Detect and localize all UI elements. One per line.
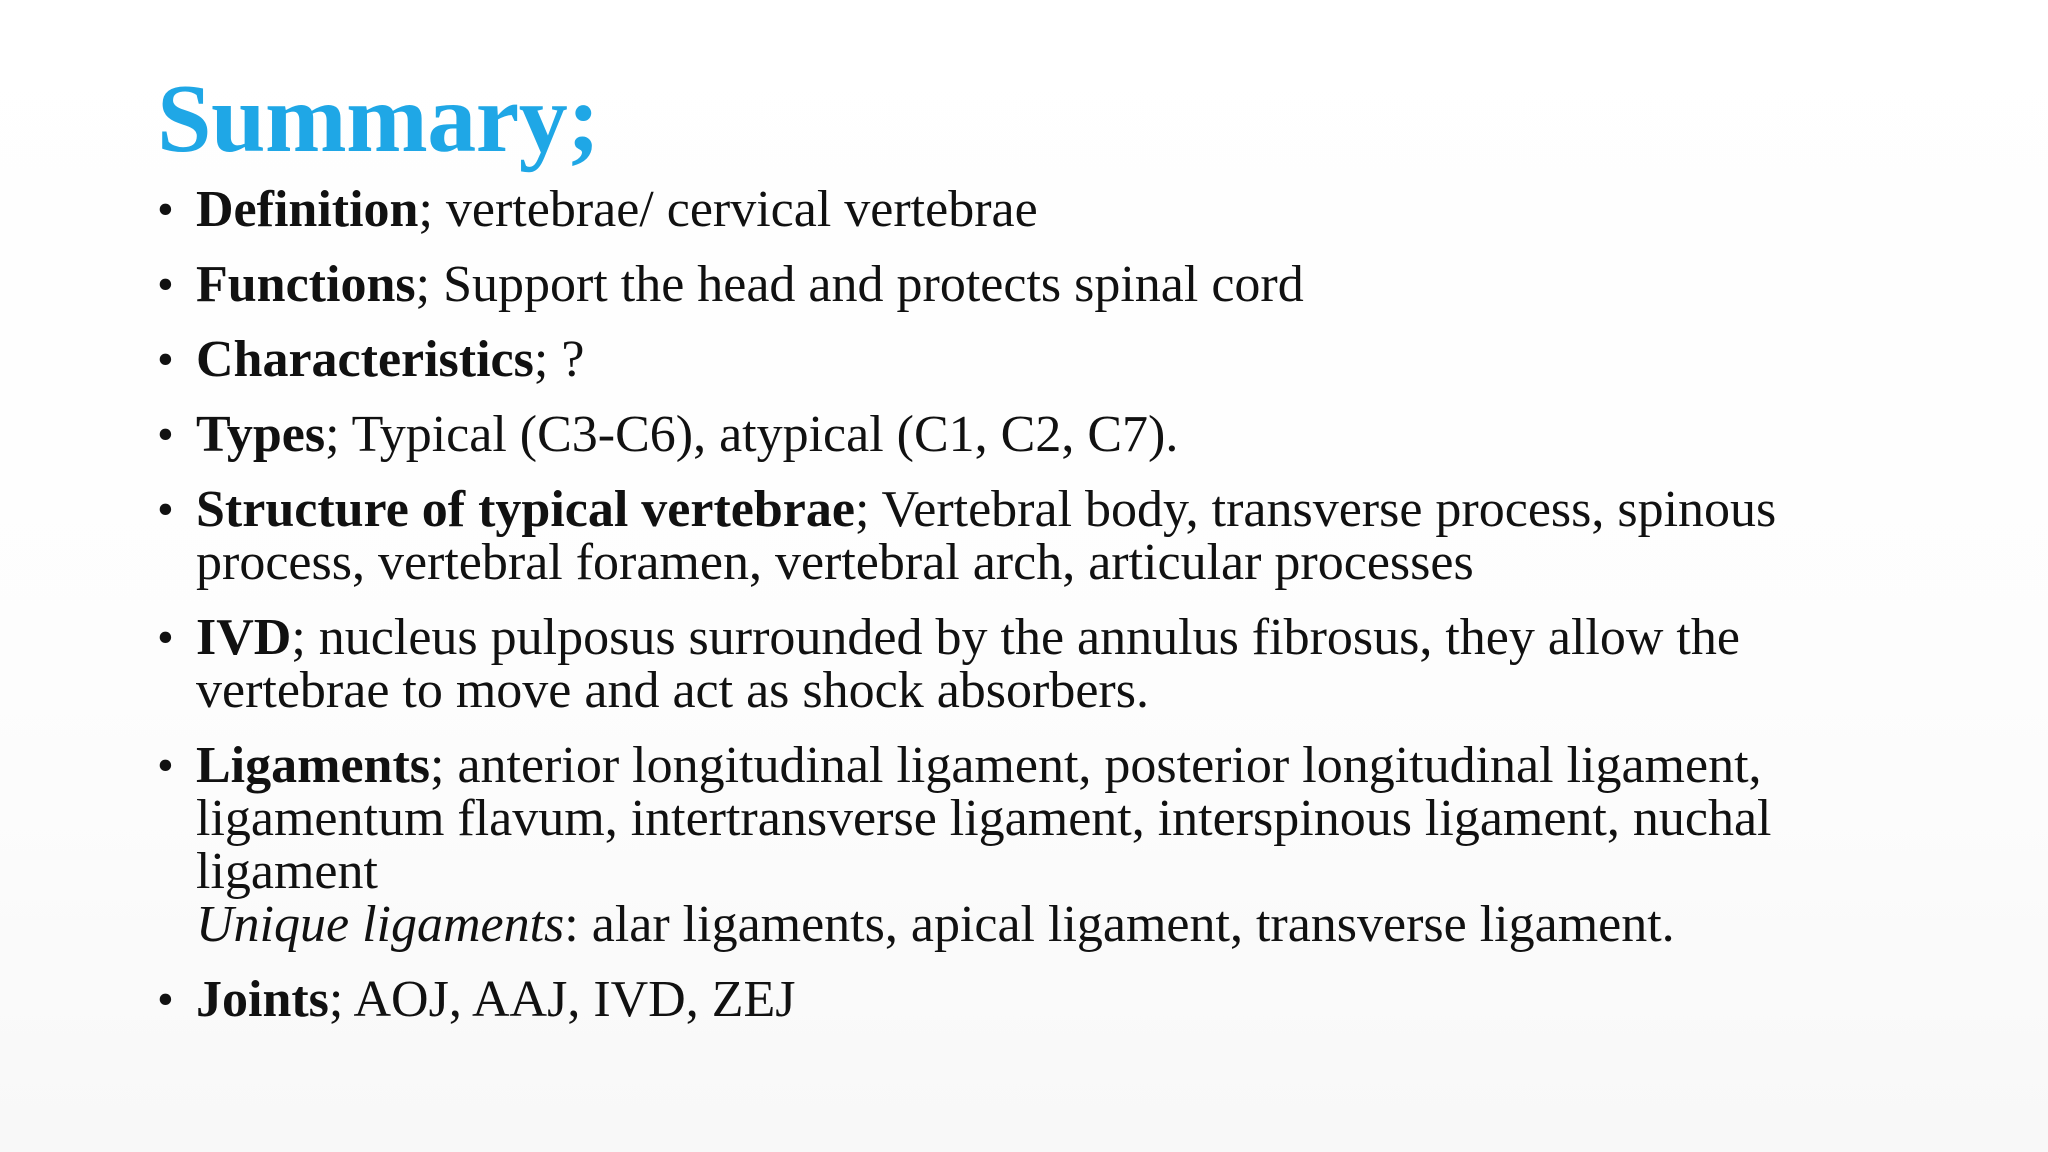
item-text: Typical (C3-C6), atypical (C1, C2, C7). [351,406,1179,463]
bullet-icon: • [157,183,174,236]
item-text: Vertebral body, transverse process, spinous process, vertebral foramen, vertebral arch, articular processes [196,481,1777,591]
item-separator: ; [291,609,319,666]
item-text: Support the head and protects spinal cord [443,256,1304,313]
slide-title: Summary; [157,65,600,173]
sub-term: Unique ligaments [196,896,565,953]
item-term: Types [196,406,326,463]
item-text: vertebrae/ cervical vertebrae [445,181,1038,238]
sub-text: alar ligaments, apical ligament, transverse ligament. [591,896,1675,953]
bullet-icon: • [157,611,174,664]
item-separator: ; [418,181,446,238]
item-separator: ; [854,481,882,538]
item-term: Structure of typical vertebrae [196,481,855,538]
bullet-icon: • [157,739,174,792]
bullet-icon: • [157,973,174,1026]
item-text: ? [561,331,585,388]
list-item-definition [157,183,1917,236]
item-separator: ; [328,971,354,1028]
list-item-functions [157,258,1917,311]
bullet-icon: • [157,333,174,386]
item-term: IVD [196,609,292,666]
item-term: Ligaments [196,737,430,794]
list-item-joints [157,973,1917,1026]
item-separator: ; [430,737,458,794]
list-item-ligaments [157,739,1917,951]
list-item-characteristics [157,333,1917,386]
item-separator: ; [533,331,562,388]
item-term: Definition [196,181,419,238]
bullet-icon: • [157,483,174,536]
item-separator: ; [325,406,352,463]
item-term: Joints [196,971,329,1028]
item-text: nucleus pulposus surrounded by the annulus fibrosus, they allow the vertebrae to move and act as shock absorbers. [196,609,1740,719]
summary-list [157,183,1917,1048]
item-term: Functions [196,256,416,313]
list-item-structure [157,483,1917,589]
item-text: anterior longitudinal ligament, posterior longitudinal ligament, ligamentum flavum, intertransverse ligament, interspinous ligament, nuchal ligament [196,737,1772,900]
item-text: AOJ, AAJ, IVD, ZEJ [353,971,796,1028]
sub-separator: : [564,896,592,953]
list-item-types [157,408,1917,461]
unique-ligaments-line [196,898,1917,951]
item-term: Characteristics [196,331,534,388]
item-separator: ; [415,256,444,313]
bullet-icon: • [157,258,174,311]
list-item-ivd [157,611,1917,717]
bullet-icon: • [157,408,174,461]
